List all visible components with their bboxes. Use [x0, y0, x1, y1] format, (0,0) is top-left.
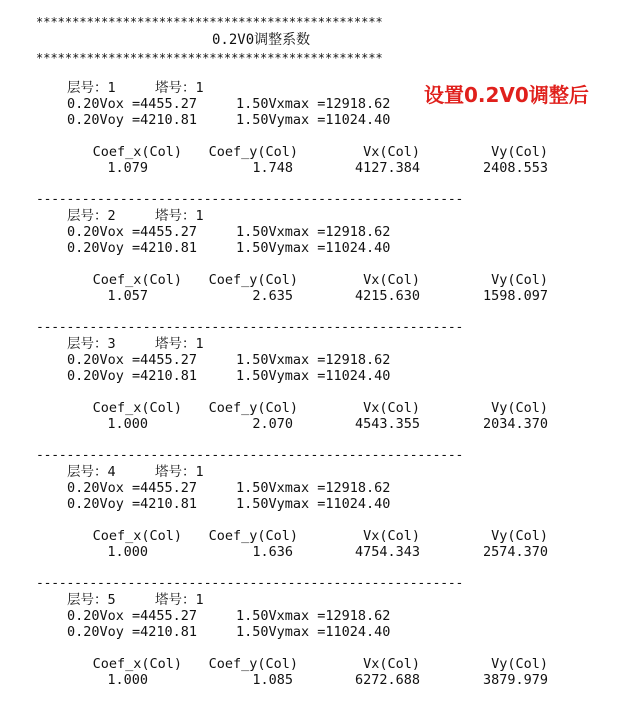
header-stars-bottom: ************************************************ [36, 51, 383, 65]
column-header-vx: Vx(Col) [363, 272, 420, 288]
tower-number-label: 塔号：1 [155, 336, 204, 352]
v02oy-value: 0.20Voy =4210.81 [67, 112, 198, 128]
coef-x-value: 1.079 [107, 160, 148, 176]
v15xmax-value: 1.50Vxmax =12918.62 [236, 96, 391, 112]
vx-value: 6272.688 [354, 672, 420, 688]
header-stars-top: ************************************************ [36, 15, 383, 29]
layer-number-label: 层号：5 [67, 592, 116, 608]
column-header-vy: Vy(Col) [491, 656, 548, 672]
vy-value: 2034.370 [482, 416, 548, 432]
coef-x-value: 1.000 [107, 416, 148, 432]
tower-number-label: 塔号：1 [155, 464, 204, 480]
column-header-coef-y: Coef_y(Col) [208, 400, 298, 416]
v15ymax-value: 1.50Vymax =11024.40 [236, 624, 391, 640]
coef-y-value: 1.748 [252, 160, 293, 176]
v15ymax-value: 1.50Vymax =11024.40 [236, 368, 391, 384]
column-header-vx: Vx(Col) [363, 528, 420, 544]
v15ymax-value: 1.50Vymax =11024.40 [236, 496, 391, 512]
vy-value: 3879.979 [482, 672, 548, 688]
vx-value: 4754.343 [354, 544, 420, 560]
v02ox-value: 0.20Vox =4455.27 [67, 480, 198, 496]
column-header-coef-x: Coef_x(Col) [92, 144, 182, 160]
tower-number-label: 塔号：1 [155, 592, 204, 608]
coef-x-value: 1.057 [107, 288, 148, 304]
layer-number-label: 层号：3 [67, 336, 116, 352]
tower-number-label: 塔号：1 [155, 80, 204, 96]
column-header-vy: Vy(Col) [491, 400, 548, 416]
column-header-vy: Vy(Col) [491, 144, 548, 160]
v02oy-value: 0.20Voy =4210.81 [67, 496, 198, 512]
coef-y-value: 2.070 [252, 416, 293, 432]
vy-value: 2574.370 [482, 544, 548, 560]
separator-line: -------------------------------------------------------- [36, 192, 464, 207]
column-header-coef-x: Coef_x(Col) [92, 528, 182, 544]
vx-value: 4543.355 [354, 416, 420, 432]
layer-number-label: 层号：4 [67, 464, 116, 480]
column-header-coef-x: Coef_x(Col) [92, 656, 182, 672]
v15xmax-value: 1.50Vxmax =12918.62 [236, 480, 391, 496]
v02ox-value: 0.20Vox =4455.27 [67, 224, 198, 240]
column-header-vy: Vy(Col) [491, 272, 548, 288]
v02oy-value: 0.20Voy =4210.81 [67, 624, 198, 640]
column-header-coef-x: Coef_x(Col) [92, 272, 182, 288]
column-header-vy: Vy(Col) [491, 528, 548, 544]
coef-x-value: 1.000 [107, 672, 148, 688]
column-header-vx: Vx(Col) [363, 144, 420, 160]
column-header-coef-y: Coef_y(Col) [208, 656, 298, 672]
layer-number-label: 层号：1 [67, 80, 116, 96]
v15ymax-value: 1.50Vymax =11024.40 [236, 112, 391, 128]
v02ox-value: 0.20Vox =4455.27 [67, 352, 198, 368]
coef-y-value: 1.636 [252, 544, 293, 560]
separator-line: -------------------------------------------------------- [36, 320, 464, 335]
column-header-coef-y: Coef_y(Col) [208, 528, 298, 544]
coef-x-value: 1.000 [107, 544, 148, 560]
v15ymax-value: 1.50Vymax =11024.40 [236, 240, 391, 256]
v15xmax-value: 1.50Vxmax =12918.62 [236, 224, 391, 240]
coef-y-value: 1.085 [252, 672, 293, 688]
v02oy-value: 0.20Voy =4210.81 [67, 368, 198, 384]
separator-line: -------------------------------------------------------- [36, 576, 464, 591]
column-header-vx: Vx(Col) [363, 656, 420, 672]
tower-number-label: 塔号：1 [155, 208, 204, 224]
column-header-coef-y: Coef_y(Col) [208, 144, 298, 160]
vy-value: 1598.097 [482, 288, 548, 304]
separator-line: -------------------------------------------------------- [36, 448, 464, 463]
red-annotation: 设置0.2V0调整后 [424, 83, 589, 107]
vy-value: 2408.553 [482, 160, 548, 176]
v02oy-value: 0.20Voy =4210.81 [67, 240, 198, 256]
v02ox-value: 0.20Vox =4455.27 [67, 96, 198, 112]
vx-value: 4215.630 [354, 288, 420, 304]
v15xmax-value: 1.50Vxmax =12918.62 [236, 608, 391, 624]
column-header-coef-y: Coef_y(Col) [208, 272, 298, 288]
v15xmax-value: 1.50Vxmax =12918.62 [236, 352, 391, 368]
layer-number-label: 层号：2 [67, 208, 116, 224]
coef-y-value: 2.635 [252, 288, 293, 304]
v02ox-value: 0.20Vox =4455.27 [67, 608, 198, 624]
report-title: 0.2V0调整系数 [212, 32, 311, 48]
vx-value: 4127.384 [354, 160, 420, 176]
column-header-coef-x: Coef_x(Col) [92, 400, 182, 416]
column-header-vx: Vx(Col) [363, 400, 420, 416]
